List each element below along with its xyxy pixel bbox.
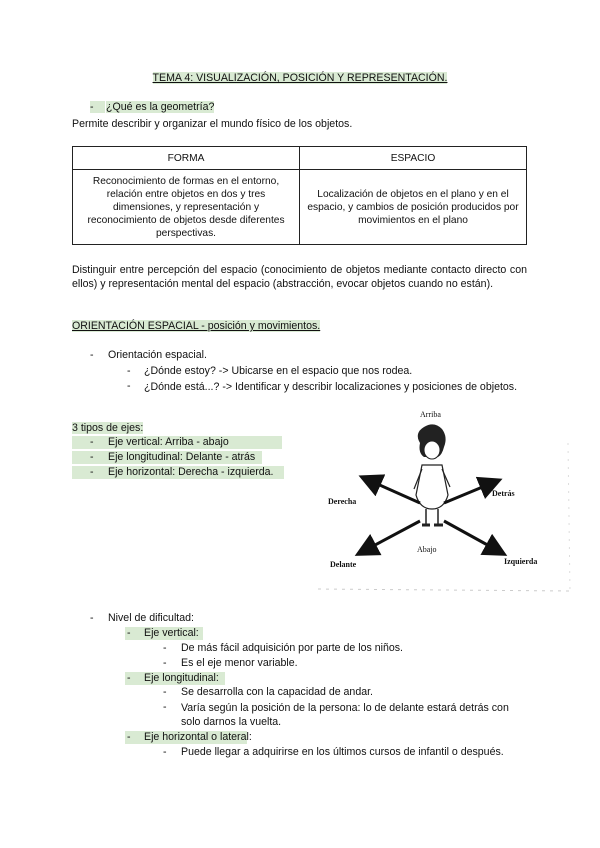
question-heading: ¿Qué es la geometría? <box>106 101 215 113</box>
orientation-item: ¿Dónde está...? -> Identificar y describir localizaciones y posiciones de objetos. <box>144 381 518 393</box>
bullet-dash: - <box>163 701 167 713</box>
label-izquierda: Izquierda <box>504 557 538 566</box>
arrow-delante <box>360 521 420 553</box>
bullet-dash: - <box>90 612 94 624</box>
axes-item: Eje vertical: Arriba - abajo <box>108 436 229 448</box>
forma-espacio-table <box>72 146 527 245</box>
bullet-dash: - <box>163 686 167 698</box>
orientation-label: Orientación espacial. <box>108 349 207 361</box>
difficulty-longitudinal-label: Eje longitudinal: <box>144 672 219 684</box>
table-header-forma: FORMA <box>73 147 300 170</box>
orientation-item: ¿Dónde estoy? -> Ubicarse en el espacio que nos rodea. <box>144 365 413 377</box>
difficulty-item: De más fácil adquisición por parte de los niños. <box>181 642 403 654</box>
bullet-dash: - <box>163 642 167 654</box>
label-arriba: Arriba <box>420 410 441 419</box>
bullet-dash: - <box>127 380 131 392</box>
bullet-dash: - <box>127 365 131 377</box>
scan-edge <box>318 589 572 591</box>
difficulty-label: Nivel de dificultad: <box>108 612 194 624</box>
arrow-detras <box>444 481 497 503</box>
label-detras: Detrás <box>492 489 515 498</box>
bullet-dash: - <box>90 349 94 361</box>
page-title: TEMA 4: VISUALIZACIÓN, POSICIÓN Y REPRESENTACIÓN. <box>152 72 448 84</box>
label-delante: Delante <box>330 560 357 569</box>
axes-item: Eje longitudinal: Delante - atrás <box>108 451 256 463</box>
bullet-dash: - <box>90 451 94 463</box>
label-derecha: Derecha <box>328 497 357 506</box>
scan-edge <box>568 443 570 593</box>
axes-item: Eje horizontal: Derecha - izquierda. <box>108 466 274 478</box>
bullet-dash: - <box>127 731 131 743</box>
axes-figure <box>292 403 577 613</box>
difficulty-item: Es el eje menor variable. <box>181 657 298 669</box>
bullet-dash: - <box>90 101 106 113</box>
bullet-dash: - <box>163 657 167 669</box>
difficulty-item: Se desarrolla con la capacidad de andar. <box>181 686 373 698</box>
difficulty-item: Varía según la posición de la persona: lo de delante estará detrás con solo darnos la vuelta. <box>181 702 509 728</box>
arrow-izquierda <box>444 521 502 553</box>
bullet-dash: - <box>90 436 94 448</box>
table-cell-espacio: Localización de objetos en el plano y en el espacio, y cambios de posición producidos por movimientos en el plano <box>300 170 527 245</box>
axes-label: 3 tipos de ejes: <box>72 422 144 434</box>
section-heading: ORIENTACIÓN ESPACIAL - posición y movimientos. <box>72 320 321 332</box>
bullet-dash: - <box>90 466 94 478</box>
bullet-dash: - <box>163 746 167 758</box>
bullet-dash: - <box>127 672 131 684</box>
difficulty-horizontal-label: Eje horizontal o lateral: <box>144 731 252 743</box>
difficulty-item: Puede llegar a adquirirse en los últimos cursos de infantil o después. <box>181 746 504 758</box>
child-figure <box>414 424 450 525</box>
label-abajo: Abajo <box>417 545 437 554</box>
table-header-espacio: ESPACIO <box>300 147 527 170</box>
child-axes-illustration <box>292 403 577 613</box>
bullet-dash: - <box>127 627 131 639</box>
table-cell-forma: Reconocimiento de formas en el entorno, relación entre objetos en dos y tres dimensiones, y representación y reconocimiento de objetos desde diferentes perspectivas. <box>73 170 300 245</box>
question-answer: Permite describir y organizar el mundo físico de los objetos. <box>72 118 353 130</box>
perception-paragraph: Distinguir entre percepción del espacio (conocimiento de objetos mediante contacto directo con ellos) y representación mental del espacio (abstracción, evocar objetos cuando no están). <box>72 264 527 290</box>
difficulty-vertical-label: Eje vertical: <box>144 627 199 639</box>
arrow-derecha <box>364 478 420 503</box>
